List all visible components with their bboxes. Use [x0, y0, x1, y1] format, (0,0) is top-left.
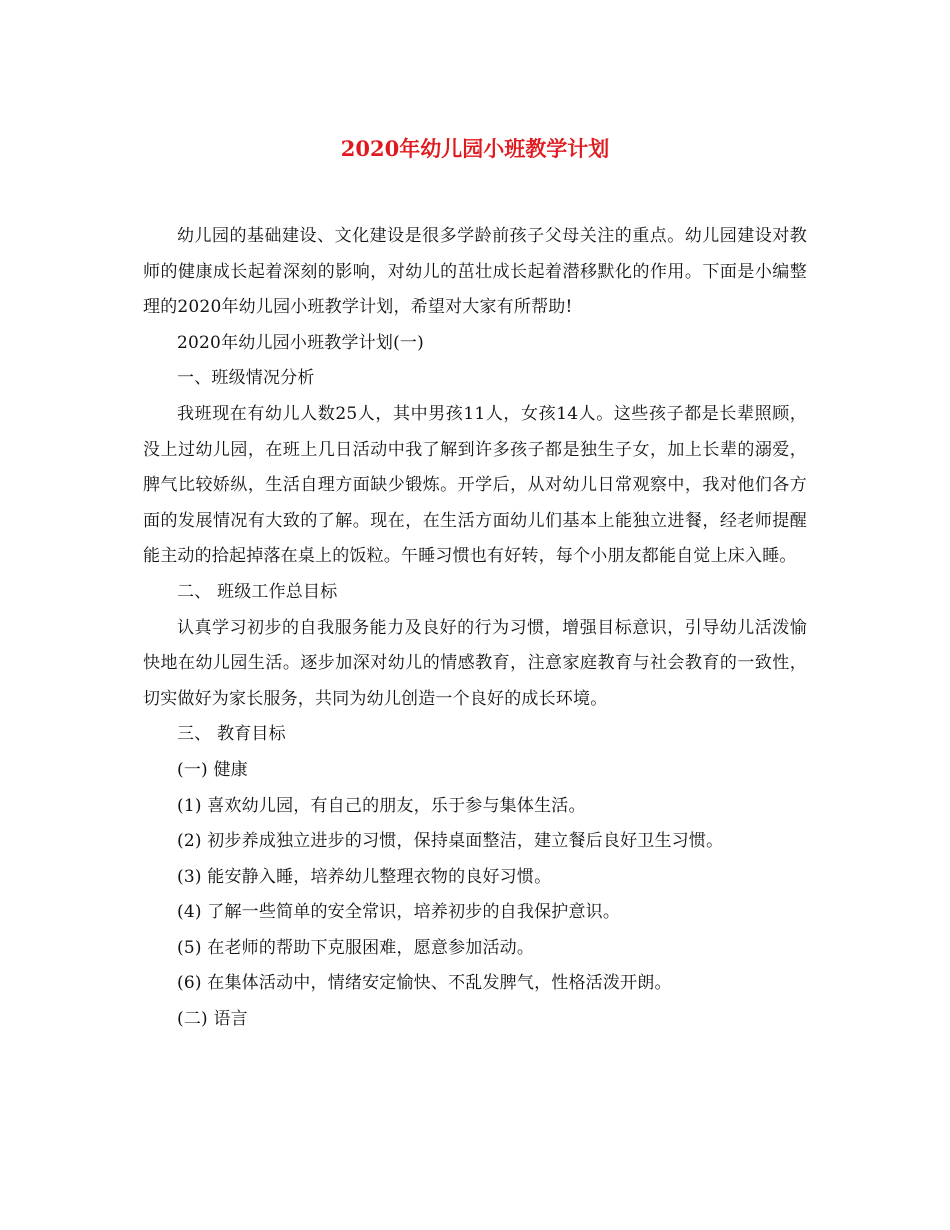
list-item: (5) 在老师的帮助下克服困难，愿意参加活动。	[177, 937, 535, 958]
plan-subtitle: 2020年幼儿园小班教学计划(一)	[177, 332, 424, 353]
list-item: (4) 了解一些简单的安全常识，培养初步的自我保护意识。	[177, 902, 621, 923]
subsection-heading-health: (一) 健康	[177, 759, 248, 780]
list-item: (1) 喜欢幼儿园，有自己的朋友，乐于参与集体生活。	[177, 795, 586, 816]
list-item: (2) 初步养成独立进步的习惯，保持桌面整洁，建立餐后良好卫生习惯。	[177, 831, 724, 852]
subsection-heading-language: (二) 语言	[177, 1009, 248, 1030]
document-title: 2020年幼儿园小班教学计划	[340, 136, 610, 161]
list-item: (3) 能安静入睡，培养幼儿整理衣物的良好习惯。	[177, 866, 552, 887]
section-heading-overall-goals: 二、 班级工作总目标	[177, 581, 338, 602]
section-heading-education-goals: 三、 教育目标	[177, 724, 286, 745]
section-heading-class-analysis: 一、班级情况分析	[177, 368, 315, 389]
document-body	[143, 219, 807, 1038]
intro-paragraph: 幼儿园的基础建设、文化建设是很多学龄前孩子父母关注的重点。幼儿园建设对教师的健康成长起着深刻的影响，对幼儿的茁壮成长起着潜移默化的作用。下面是小编整理的2020年幼儿园小班教学计划，希望对大家有所帮助!	[143, 226, 807, 318]
list-item: (6) 在集体活动中，情绪安定愉快、不乱发脾气，性格活泼开朗。	[177, 973, 672, 994]
overall-goals-paragraph: 认真学习初步的自我服务能力及良好的行为习惯，增强目标意识，引导幼儿活泼愉快地在幼儿园生活。逐步加深对幼儿的情感教育，注意家庭教育与社会教育的一致性，切实做好为家长服务，共同为幼儿创造一个良好的成长环境。	[143, 617, 807, 709]
class-analysis-paragraph: 我班现在有幼儿人数25人，其中男孩11人，女孩14人。这些孩子都是长辈照顾，没上过幼儿园，在班上几日活动中我了解到许多孩子都是独生子女，加上长辈的溺爱，脾气比较娇纵，生活自理方面缺少锻炼。开学后，从对幼儿日常观察中，我对他们各方面的发展情况有大致的了解。现在，在生活方面幼儿们基本上能独立进餐，经老师提醒能主动的拾起掉落在桌上的饭粒。午睡习惯也有好转，每个小朋友都能自觉上床入睡。	[143, 403, 807, 567]
